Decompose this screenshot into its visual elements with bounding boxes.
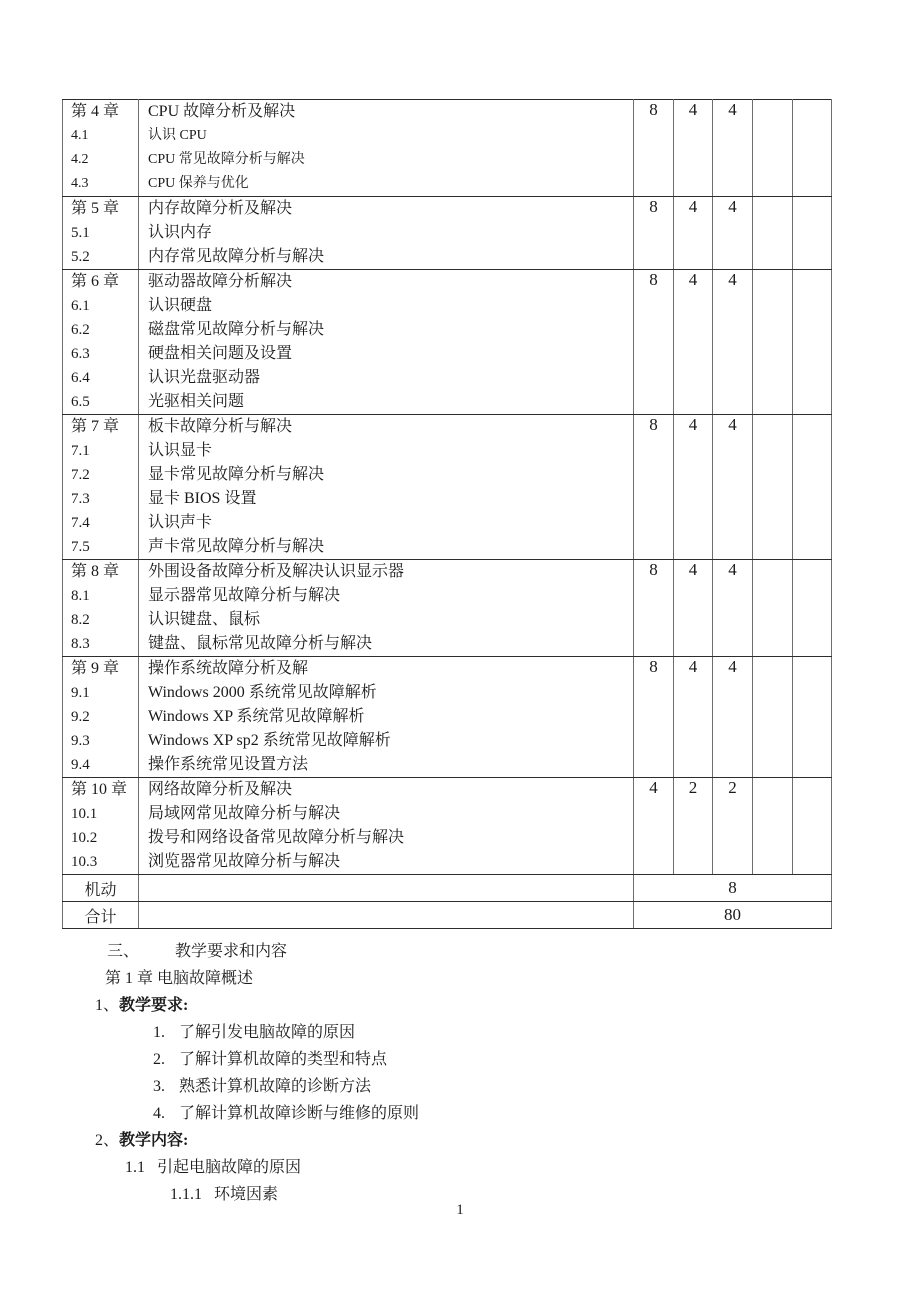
hours-cell: 8: [634, 415, 674, 560]
section-title: 认识内存: [148, 224, 213, 241]
hours-cell: [753, 560, 793, 657]
content-cell: [139, 657, 634, 778]
content-heading-title: 教学内容:: [119, 1132, 189, 1149]
content-cell: [139, 197, 634, 270]
chapter-title: 驱动器故障分析解决: [148, 273, 293, 290]
teaching-content-section: [0, 938, 920, 1208]
content-item-number: 1.1.1: [170, 1186, 202, 1203]
section-title: Windows XP 系统常见故障解析: [148, 708, 365, 725]
content-item-text: 引起电脑故障的原因: [157, 1159, 302, 1176]
requirement-item: [153, 1100, 920, 1127]
hours-cell: 2: [713, 778, 753, 875]
table-row-chapter-9: [63, 657, 832, 778]
hours-cell: 8: [634, 270, 674, 415]
section-title: 认识 CPU: [148, 128, 207, 143]
chapter-number: 第 7 章: [71, 418, 120, 435]
section-number: 4.1: [71, 128, 89, 143]
hours-cell: 4: [713, 560, 753, 657]
section-title: 键盘、鼠标常见故障分析与解决: [148, 635, 373, 652]
section-number: 6.5: [71, 394, 90, 410]
requirements-heading-number: 1、: [95, 997, 120, 1014]
hours-cell: [793, 270, 832, 415]
content-cell: [139, 100, 634, 197]
chapter1-heading: 第 1 章 电脑故障概述: [105, 970, 254, 987]
hours-cell: [793, 560, 832, 657]
hours-cell: 8: [634, 100, 674, 197]
section-title: CPU 保养与优化: [148, 176, 249, 191]
chapter-title: 内存故障分析及解决: [148, 200, 293, 217]
table-row-reserve: [63, 875, 832, 902]
hours-cell: [753, 415, 793, 560]
section-number: 5.1: [71, 225, 90, 241]
chapter-title: CPU 故障分析及解决: [148, 103, 296, 120]
chapter-cell: [63, 270, 139, 415]
chapter-cell: [63, 100, 139, 197]
chapter-title: 操作系统故障分析及解: [148, 660, 309, 677]
section-title: CPU 常见故障分析与解决: [148, 152, 305, 167]
section-number: 6.2: [71, 322, 90, 338]
section-number: 7.1: [71, 443, 90, 459]
section-number: 6.4: [71, 370, 90, 386]
total-label: 合计: [63, 902, 139, 929]
hours-cell: [753, 778, 793, 875]
chapter-number: 第 10 章: [71, 781, 128, 798]
section-title: 声卡常见故障分析与解决: [148, 538, 325, 555]
content-heading: [95, 1127, 920, 1154]
section-number: 9.1: [71, 685, 90, 701]
section-number: 10.1: [71, 806, 98, 822]
hours-cell: 8: [634, 657, 674, 778]
section-number: 10.3: [71, 854, 98, 870]
requirement-item-text: 了解计算机故障诊断与维修的原则: [179, 1105, 420, 1122]
section-number: 9.2: [71, 709, 90, 725]
section-title: 认识显卡: [148, 442, 213, 459]
table-row-total: [63, 902, 832, 929]
content-cell: [139, 778, 634, 875]
section-number: 7.2: [71, 467, 90, 483]
hours-cell: [793, 197, 832, 270]
section-number: 5.2: [71, 249, 90, 265]
requirements-heading-title: 教学要求:: [119, 997, 189, 1014]
hours-cell: [753, 270, 793, 415]
hours-cell: 4: [674, 560, 713, 657]
content-heading-number: 2、: [95, 1132, 120, 1149]
content-item: [125, 1154, 920, 1181]
hours-cell: 4: [713, 270, 753, 415]
table-row-chapter-10: [63, 778, 832, 875]
hours-cell: 2: [674, 778, 713, 875]
section-number: 6.1: [71, 298, 90, 314]
section-number: 8.2: [71, 612, 90, 628]
chapter-cell: [63, 197, 139, 270]
total-content-cell: [139, 902, 634, 929]
section-title: 认识声卡: [148, 514, 213, 531]
section-title: 显示器常见故障分析与解决: [148, 587, 341, 604]
hours-cell: [793, 778, 832, 875]
section-number: 7.5: [71, 539, 90, 555]
requirements-heading: [95, 992, 920, 1019]
hours-cell: [753, 100, 793, 197]
hours-cell: 4: [713, 197, 753, 270]
requirement-item-text: 熟悉计算机故障的诊断方法: [179, 1078, 372, 1095]
chapter-number: 第 6 章: [71, 273, 120, 290]
section-title: 硬盘相关问题及设置: [148, 345, 293, 362]
section-heading-number: 三、: [107, 943, 140, 960]
hours-cell: 4: [674, 657, 713, 778]
section-number: 7.3: [71, 491, 90, 507]
chapter-cell: [63, 657, 139, 778]
hours-cell: [793, 415, 832, 560]
section-title: 内存常见故障分析与解决: [148, 248, 325, 265]
hours-cell: 4: [713, 657, 753, 778]
hours-cell: 8: [634, 197, 674, 270]
section-number: 8.1: [71, 588, 90, 604]
hours-cell: 4: [674, 415, 713, 560]
content-cell: [139, 560, 634, 657]
hours-cell: [753, 197, 793, 270]
table-row-chapter-5: [63, 197, 832, 270]
table-row-chapter-4: [63, 100, 832, 197]
section-heading: [107, 938, 920, 965]
hours-cell: [793, 100, 832, 197]
chapter-title: 板卡故障分析与解决: [148, 418, 293, 435]
syllabus-table-container: [62, 99, 832, 929]
section-title: 显卡常见故障分析与解决: [148, 466, 325, 483]
section-number: 9.4: [71, 757, 90, 773]
section-number: 9.3: [71, 733, 90, 749]
requirement-item-number: 3.: [153, 1078, 165, 1095]
chapter-title: 网络故障分析及解决: [148, 781, 293, 798]
content-cell: [139, 270, 634, 415]
hours-cell: 4: [713, 415, 753, 560]
hours-cell: 8: [634, 560, 674, 657]
chapter-number: 第 4 章: [71, 103, 120, 120]
section-title: 磁盘常见故障分析与解决: [148, 321, 325, 338]
table-row-chapter-7: [63, 415, 832, 560]
total-hours-value: 80: [634, 902, 832, 929]
hours-cell: [793, 657, 832, 778]
requirement-item-text: 了解引发电脑故障的原因: [179, 1024, 356, 1041]
requirement-item-number: 1.: [153, 1024, 165, 1041]
section-title: Windows 2000 系统常见故障解析: [148, 684, 377, 701]
table-row-chapter-8: [63, 560, 832, 657]
chapter-cell: [63, 415, 139, 560]
section-number: 7.4: [71, 515, 90, 531]
section-title: 光驱相关问题: [148, 393, 245, 410]
content-item-text: 环境因素: [214, 1186, 279, 1203]
section-title: 拨号和网络设备常见故障分析与解决: [148, 829, 405, 846]
section-title: 认识硬盘: [148, 297, 213, 314]
hours-cell: [753, 657, 793, 778]
section-title: 局域网常见故障分析与解决: [148, 805, 341, 822]
hours-cell: 4: [674, 100, 713, 197]
requirement-item: [153, 1046, 920, 1073]
content-cell: [139, 415, 634, 560]
section-number: 4.3: [71, 176, 89, 191]
requirement-item-text: 了解计算机故障的类型和特点: [179, 1051, 388, 1068]
section-number: 10.2: [71, 830, 98, 846]
section-title: Windows XP sp2 系统常见故障解析: [148, 732, 391, 749]
chapter-number: 第 9 章: [71, 660, 120, 677]
section-title: 认识键盘、鼠标: [148, 611, 261, 628]
table-row-chapter-6: [63, 270, 832, 415]
reserve-hours-total: 8: [634, 875, 832, 902]
chapter-cell: [63, 778, 139, 875]
reserve-content-cell: [139, 875, 634, 902]
syllabus-table: [62, 99, 832, 929]
section-heading-title: 教学要求和内容: [175, 943, 288, 960]
hours-cell: 4: [674, 197, 713, 270]
section-title: 认识光盘驱动器: [148, 369, 261, 386]
requirement-item: [153, 1019, 920, 1046]
chapter-number: 第 5 章: [71, 200, 120, 217]
requirement-item: [153, 1073, 920, 1100]
reserve-label: 机动: [63, 875, 139, 902]
section-title: 操作系统常见设置方法: [148, 756, 309, 773]
section-title: 浏览器常见故障分析与解决: [148, 853, 341, 870]
chapter-cell: [63, 560, 139, 657]
chapter-number: 第 8 章: [71, 563, 120, 580]
section-number: 8.3: [71, 636, 90, 652]
section-title: 显卡 BIOS 设置: [148, 490, 257, 507]
section-number: 6.3: [71, 346, 90, 362]
page-number: 1: [456, 1202, 464, 1218]
hours-cell: 4: [634, 778, 674, 875]
requirement-item-number: 2.: [153, 1051, 165, 1068]
hours-cell: 4: [713, 100, 753, 197]
section-number: 4.2: [71, 152, 89, 167]
hours-cell: 4: [674, 270, 713, 415]
content-item-number: 1.1: [125, 1159, 145, 1176]
chapter-title: 外围设备故障分析及解决认识显示器: [148, 563, 405, 580]
requirement-item-number: 4.: [153, 1105, 165, 1122]
